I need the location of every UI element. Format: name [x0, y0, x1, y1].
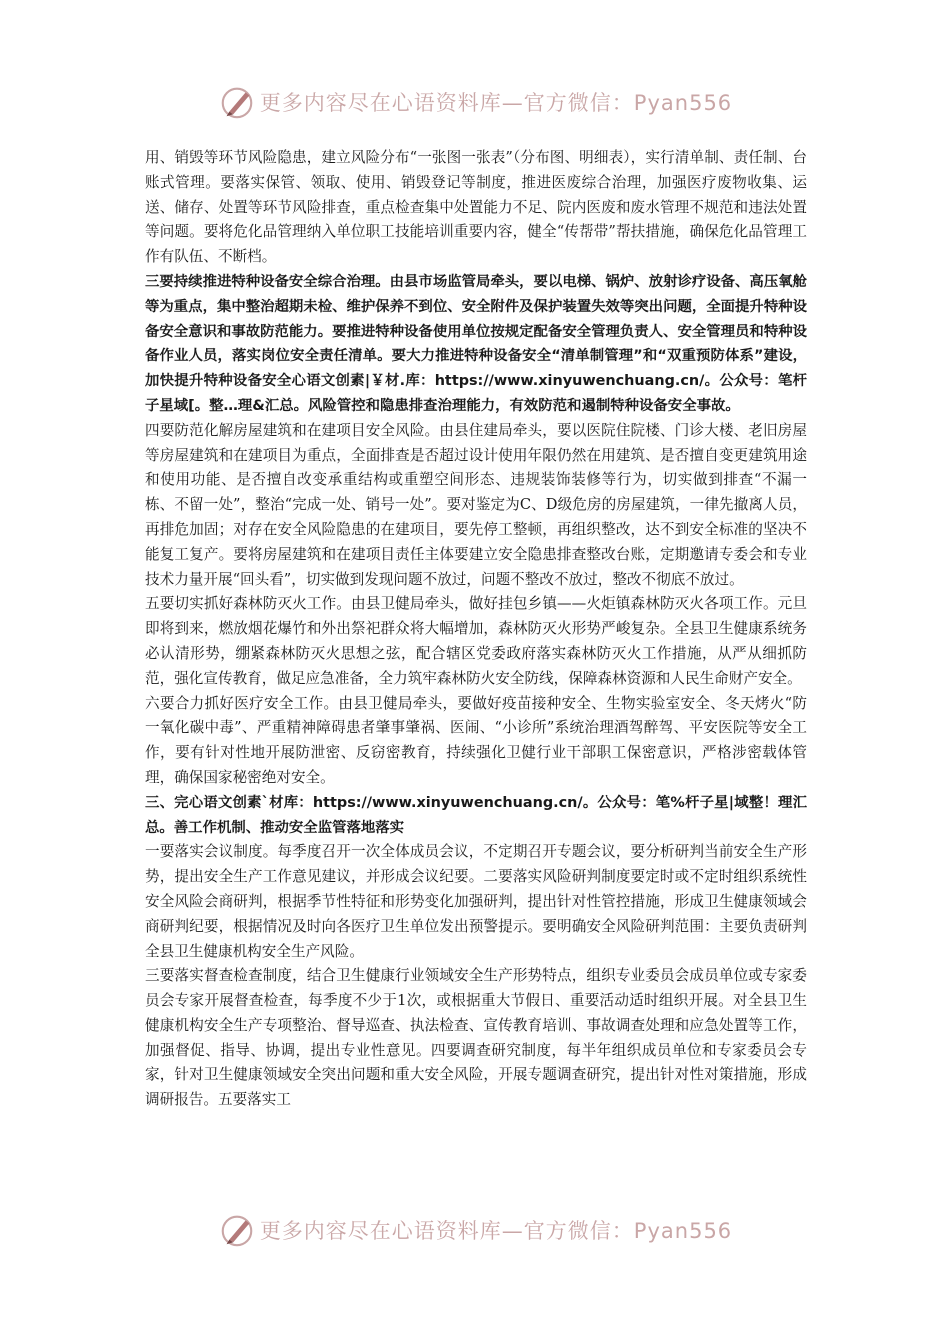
pen-logo-icon — [218, 1211, 256, 1249]
paragraph-medical-safety: 六要合力抓好医疗安全工作。由县卫健局牵头，要做好疫苗接种安全、生物实验室安全、冬天烤火“防一氧化碳中毒”、严重精神障碍患者肇事肇祸、医闹、“小诊所”系统治理酒驾醉驾、平安医院等安全工作，要有针对性地开展防泄密、反窃密教育，持续强化卫健行业干部职工保密意识，严格涉密载体管理，确保国家秘密绝对安全。 — [145, 694, 807, 786]
watermark-text: 更多内容尽在心语资料库—官方微信：Pyan556 — [259, 1219, 733, 1243]
section-heading-mechanism: 三、完心语文创素`材库：https://www.xinyuwenchuang.cn/。公众号：笔%杆子星|域整！理汇总。善工作机制、推动安全监管落地落实 — [145, 794, 807, 836]
document-body — [145, 146, 807, 1113]
paragraph-meeting-system: 一要落实会议制度。每季度召开一次全体成员会议，不定期召开专题会议，要分析研判当前安全生产形势，提出安全生产工作意见建议，并形成会议纪要。二要落实风险研判制度要定时或不定时组织系统性安全风险会商研判，根据季节性特征和形势变化加强研判，提出针对性管控措施，形成卫生健康领域会商研判纪要，根据情况及时向各医疗卫生单位发出预警提示。要明确安全风险研判范围：主要负责研判全县卫生健康机构安全生产风险。 — [145, 843, 807, 960]
header-watermark-banner — [0, 80, 950, 124]
pen-logo-icon — [218, 83, 256, 121]
paragraph-hazmat-management: 用、销毁等环节风险隐患，建立风险分布“一张图一张表”（分布图、明细表），实行清单制、责任制、台账式管理。要落实保管、领取、使用、销毁登记等制度，推进医废综合治理，加强医疗废物收集、运送、储存、处置等环节风险排查，重点检查集中处置能力不足、院内医废和废水管理不规范和违法处置等问题。要将危化品管理纳入单位职工技能培训重要内容，健全“传帮带”帮扶措施，确保危化品管理工作有队伍、不断档。 — [145, 149, 807, 266]
watermark-text: 更多内容尽在心语资料库—官方微信：Pyan556 — [259, 91, 733, 115]
paragraph-inspection-system: 三要落实督查检查制度，结合卫生健康行业领域安全生产形势特点，组织专业委员会成员单位或专家委员会专家开展督查检查，每季度不少于1次，或根据重大节假日、重要活动适时组织开展。对全县卫生健康机构安全生产专项整治、督导巡查、执法检查、宣传教育培训、事故调查处理和应急处置等工作，加强督促、指导、协调，提出专业性意见。四要调查研究制度，每半年组织成员单位和专家委员会专家，针对卫生健康领域安全突出问题和重大安全风险，开展专题调查研究，提出针对性对策措施，形成调研报告。五要落实工 — [145, 967, 807, 1109]
paragraph-forest-fire: 五要切实抓好森林防灭火工作。由县卫健局牵头，做好挂包乡镇——火炬镇森林防灭火各项工作。元旦即将到来，燃放烟花爆竹和外出祭祀群众将大幅增加，森林防灭火形势严峻复杂。全县卫生健康系统务必认清形势，绷紧森林防灭火思想之弦，配合辖区党委政府落实森林防灭火工作措施，从严从细抓防范，强化宣传教育，做足应急准备，全力筑牢森林防火安全防线，保障森林资源和人民生命财产安全。 — [145, 595, 807, 687]
paragraph-building-safety: 四要防范化解房屋建筑和在建项目安全风险。由县住建局牵头，要以医院住院楼、门诊大楼、老旧房屋等房屋建筑和在建项目为重点，全面排查是否超过设计使用年限仍然在用建筑、是否擅自变更建筑用途和使用功能、是否擅自改变承重结构或重塑空间形态、违规装饰装修等行为，切实做到排查“不漏一栋、不留一处”，整治“完成一处、销号一处”。要对鉴定为C、D级危房的房屋建筑，一律先撤离人员，再排危加固；对存在安全风险隐患的在建项目，要先停工整顿，再组织整改，达不到安全标准的坚决不能复工复产。要将房屋建筑和在建项目责任主体要建立安全隐患排查整改台账，定期邀请专委会和专业技术力量开展“回头看”，切实做到发现问题不放过，问题不整改不放过，整改不彻底不放过。 — [145, 421, 807, 588]
paragraph-special-equipment: 三要持续推进特种设备安全综合治理。由县市场监管局牵头，要以电梯、锅炉、放射诊疗设备、高压氧舱等为重点，集中整治超期未检、维护保养不到位、安全附件及保护装置失效等突出问题，全面提升特种设备安全意识和事故防范能力。要推进特种设备使用单位按规定配备安全管理负责人、安全管理员和特种设备作业人员，落实岗位安全责任清单。要大力推进特种设备安全“清单制管理”和“双重预防体系”建设，加快提升特种设备安全心语文创素|￥材.库：https://www.xinyuwenchuang.cn/。公众号：笔杆子星域[。整…理&汇总。风险管控和隐患排查治理能力，有效防范和遏制特种设备安全事故。 — [145, 273, 807, 414]
footer-watermark-banner — [0, 1208, 950, 1252]
